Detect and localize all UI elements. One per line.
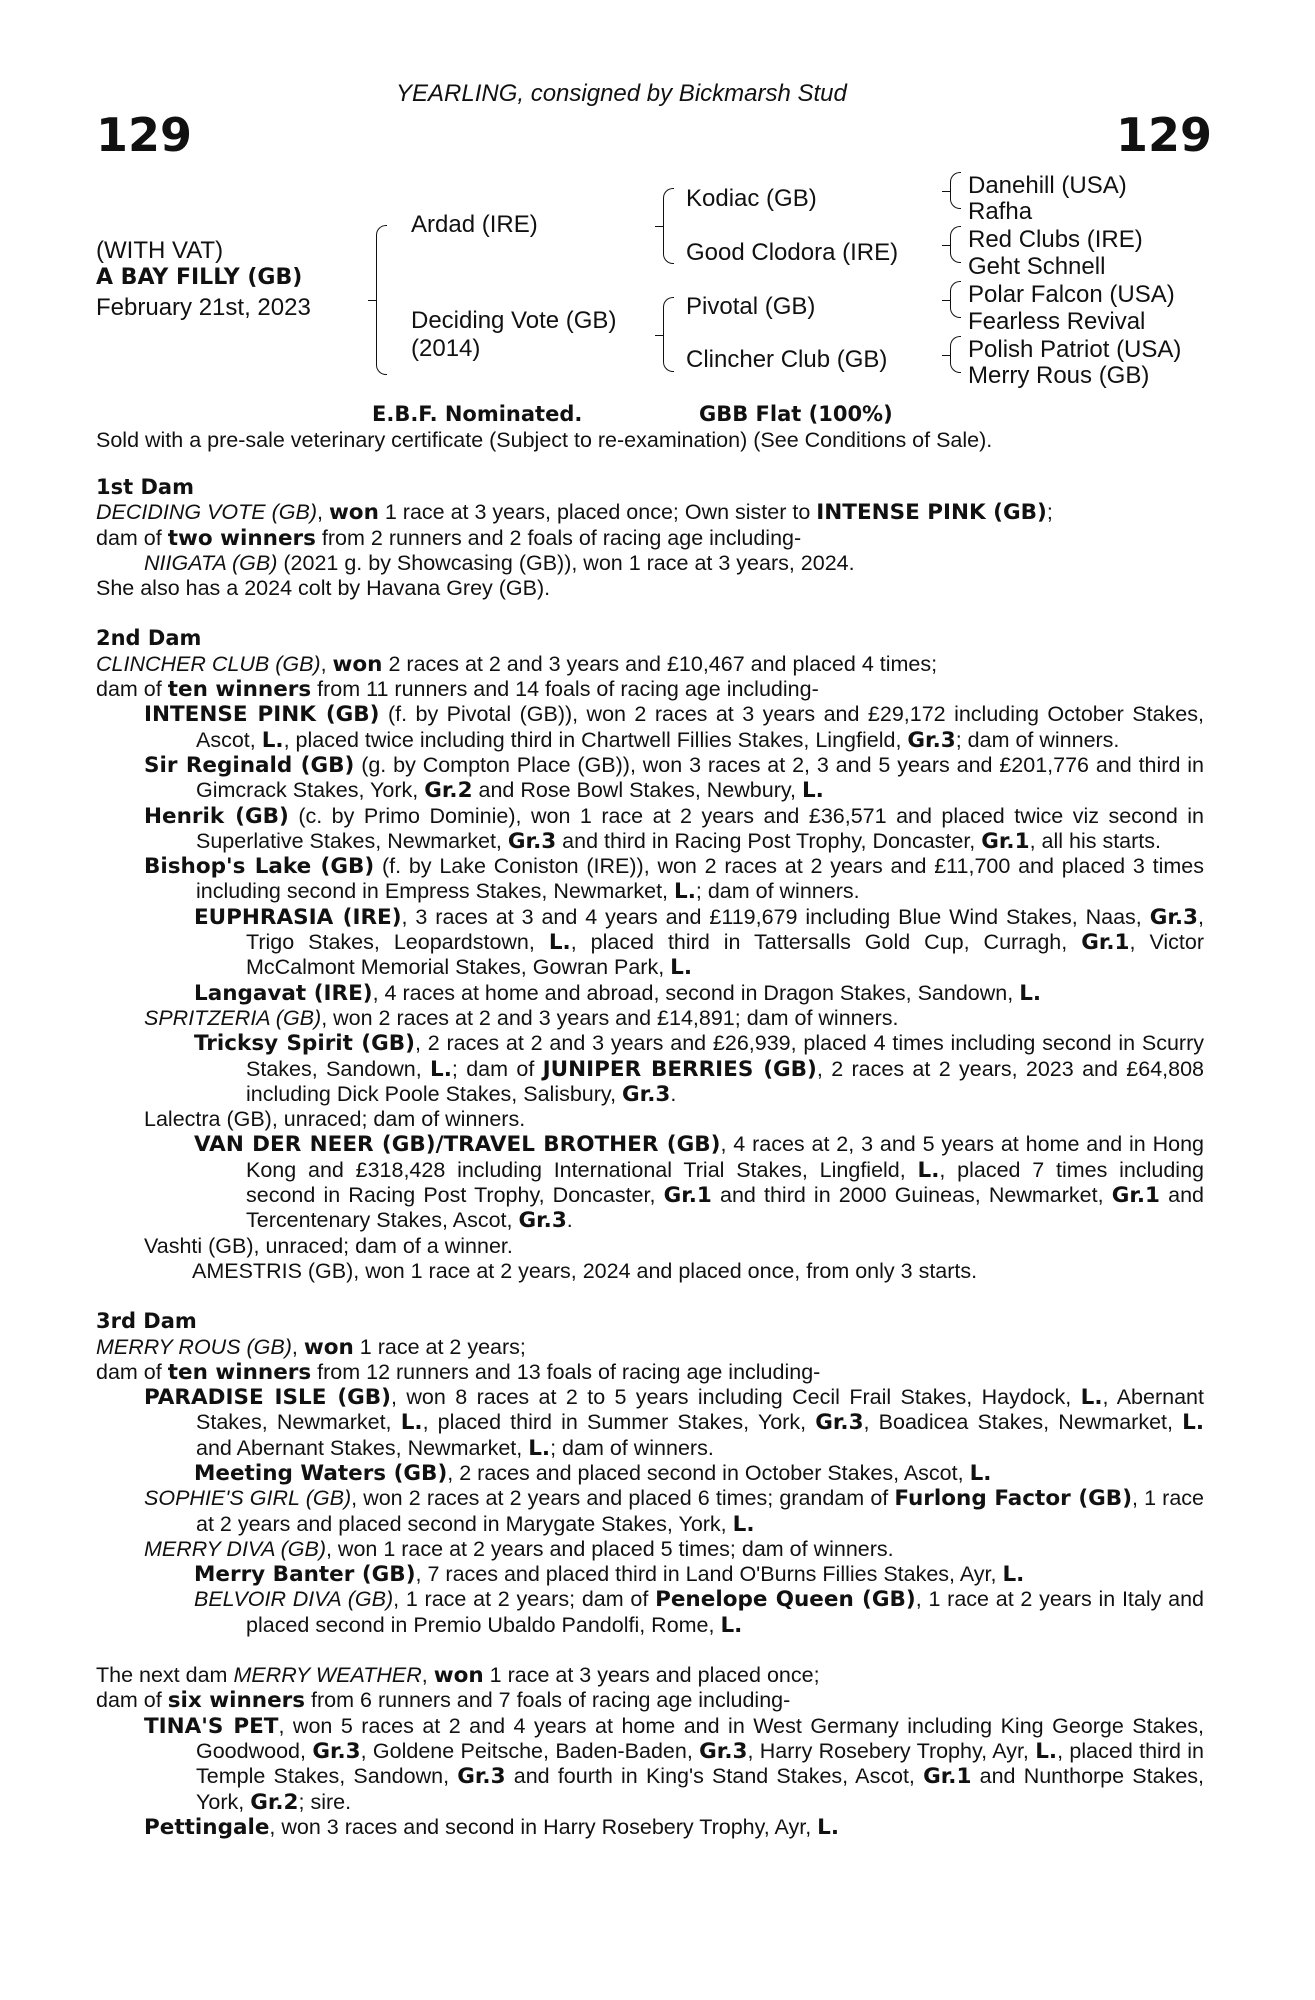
lot-number-left: 129 (96, 108, 193, 162)
horse-name-bold: Penelope Queen (GB) (655, 1587, 916, 1613)
race-grade: L. (528, 1435, 551, 1461)
pedigree-ancestor-2: Rafha (968, 198, 1033, 225)
text-run: , Goldene Peitsche, Baden-Baden, (360, 1738, 700, 1763)
pedigree-dam-sire: Pivotal (GB) (686, 293, 816, 320)
horse-name-bold: Pettingale (144, 1814, 270, 1840)
pedigree-ancestor-3: Red Clubs (IRE) (968, 226, 1143, 253)
text-run: , (421, 1663, 434, 1688)
horse-name-bold: TINA'S PET (144, 1713, 279, 1739)
text-run: 1 race at 3 years and placed once; (483, 1663, 820, 1688)
next-dam-line (96, 1663, 1204, 1688)
pedigree-ancestor-1: Danehill (USA) (968, 172, 1127, 199)
text-run: (f. by Lake Coniston (IRE)), won 2 races at 2 years and £11,700 and placed 3 times including second in Empress Stakes, Newmarket, (196, 854, 1204, 904)
race-grade: L. (732, 1511, 755, 1537)
first-dam-produce-line (96, 526, 1204, 551)
text-run: , 1 race at 2 years; dam of (393, 1587, 656, 1612)
produce-entry (96, 854, 1204, 905)
race-grade: Gr.3 (622, 1081, 671, 1107)
text-run: from 6 runners and 7 foals of racing age including- (305, 1688, 791, 1713)
text-run: , Abernant Stakes, Newmarket, (196, 1385, 1204, 1435)
text-run: and Nunthorpe Stakes, York, (196, 1764, 1205, 1814)
text-run: , 7 races and placed third in Land O'Burns Fillies Stakes, Ayr, (415, 1562, 1003, 1587)
text-run: ; dam of winners. (550, 1435, 714, 1460)
text-run: , (291, 1334, 304, 1359)
dam-name: CLINCHER CLUB (GB) (96, 651, 321, 676)
horse-name: A BAY FILLY (GB) (96, 265, 303, 290)
race-grade: L. (1019, 980, 1042, 1006)
pedigree-brace-g4 (950, 336, 961, 373)
produce-entry (96, 1132, 1204, 1233)
pedigree-brace-sire (663, 188, 674, 264)
produce-entry (96, 1537, 1204, 1562)
produce-entry (96, 981, 1204, 1006)
text-run: and third in Racing Post Trophy, Doncaster, (556, 828, 982, 853)
second-dam-produce-line (96, 677, 1204, 702)
winners-count: two winners (167, 525, 316, 551)
text-run: , 2 races at 2 and 3 years and £26,939, placed 4 times including second in Scurry Stakes, Sandown, (246, 1031, 1204, 1081)
text-run: , won 8 races at 2 to 5 years including Cecil Frail Stakes, Haydock, (391, 1385, 1081, 1410)
pedigree-brace-g2 (950, 226, 961, 263)
text-run: ; dam of (451, 1056, 543, 1081)
dam-name: MERRY ROUS (GB) (96, 1334, 292, 1359)
race-grade: L. (969, 1460, 992, 1486)
pedigree-sire: Ardad (IRE) (411, 211, 538, 238)
horse-name-bold: Tricksy Spirit (GB) (194, 1031, 415, 1057)
text-run: , won 1 race at 2 years and placed 5 times; dam of winners. (325, 1536, 894, 1561)
text-run: , (320, 651, 333, 676)
race-grade: L. (1002, 1562, 1025, 1588)
pedigree-ancestor-8: Merry Rous (GB) (968, 362, 1150, 389)
produce-entry (96, 1486, 1204, 1537)
race-grade: Gr.3 (507, 828, 557, 854)
catalogue-text (96, 475, 1204, 1840)
third-dam-line (96, 1335, 1204, 1360)
pedigree-ancestor-7: Polish Patriot (USA) (968, 336, 1182, 363)
text-run: , placed twice including third in Chartwell Fillies Stakes, Lingfield, (283, 727, 908, 752)
text-run: ; dam of winners. (695, 879, 860, 904)
won-label: won (303, 1334, 354, 1360)
text-run: dam of (96, 1688, 168, 1713)
horse-name-italic: SPRITZERIA (GB) (144, 1005, 322, 1030)
race-grade: L. (670, 955, 693, 981)
produce-entry (96, 551, 1204, 576)
next-dam-produce-line (96, 1688, 1204, 1713)
produce-entry: AMESTRIS (GB), won 1 race at 2 years, 2024 and placed once, from only 3 starts. (192, 1258, 978, 1283)
produce-entry: Lalectra (GB), unraced; dam of winners. (144, 1107, 526, 1132)
produce-entry (96, 1385, 1204, 1461)
won-label: won (433, 1663, 484, 1689)
text-run: dam of (96, 1359, 168, 1384)
text-run: , placed third in Summer Stakes, York, (422, 1410, 816, 1435)
pedigree-ancestor-4: Geht Schnell (968, 253, 1106, 280)
text-run: and Rose Bowl Stakes, Newbury, (472, 778, 802, 803)
horse-name-bold: VAN DER NEER (GB)/TRAVEL BROTHER (GB) (194, 1132, 721, 1158)
text-run: (c. by Primo Dominie), won 1 race at 2 years and £36,571 and placed twice viz second in Superlative Stakes, Newmarket, (196, 803, 1205, 853)
text-run: dam of (96, 677, 168, 702)
race-grade: Gr.3 (518, 1208, 567, 1234)
produce-entry (96, 1006, 1204, 1031)
race-grade: L. (801, 778, 824, 804)
horse-name-bold: Meeting Waters (GB) (194, 1460, 448, 1486)
race-grade: Gr.3 (699, 1738, 748, 1764)
race-grade: L. (1182, 1410, 1204, 1436)
text-run: . (670, 1081, 677, 1106)
text-run: , Boadicea Stakes, Newmarket, (863, 1410, 1183, 1435)
text-run: , Victor McCalmont Memorial Stakes, Gowran Park, (246, 930, 1205, 980)
horse-name-italic: SOPHIE'S GIRL (GB) (144, 1486, 352, 1511)
third-dam-heading: 3rd Dam (96, 1309, 197, 1334)
text-run: , placed third in Temple Stakes, Sandown, (196, 1738, 1204, 1789)
text-run: and fourth in King's Stand Stakes, Ascot, (505, 1764, 924, 1789)
produce-entry (96, 753, 1204, 804)
race-grade: L. (261, 727, 284, 753)
text-run: , placed third in Tattersalls Gold Cup, Curragh, (570, 930, 1082, 955)
race-grade: L. (1080, 1385, 1103, 1411)
dam-name: DECIDING VOTE (GB) (96, 500, 317, 525)
produce-entry (96, 1562, 1204, 1587)
second-dam-line (96, 652, 1204, 677)
race-grade: L. (720, 1612, 743, 1638)
text-run: and third in 2000 Guineas, Newmarket, (711, 1183, 1112, 1208)
produce-entry (96, 1815, 1204, 1840)
text-run: dam of (96, 525, 168, 550)
vet-certificate-note: Sold with a pre-sale veterinary certificate (Subject to re-examination) (See Conditions of Sale). (96, 428, 993, 452)
produce-entry (96, 1461, 1204, 1486)
produce-entry (96, 702, 1204, 753)
foaling-date: February 21st, 2023 (96, 294, 311, 321)
winners-count: ten winners (167, 677, 312, 703)
horse-name-bold: Merry Banter (GB) (194, 1562, 416, 1588)
horse-name-bold: JUNIPER BERRIES (GB) (542, 1056, 817, 1082)
text-run: and Abernant Stakes, Newmarket, (196, 1435, 529, 1460)
race-grade: Gr.1 (663, 1183, 712, 1209)
horse-name-bold: Bishop's Lake (GB) (144, 854, 375, 880)
won-label: won (332, 651, 383, 677)
race-grade: L. (1035, 1738, 1058, 1764)
text-run: from 2 runners and 2 foals of racing age including- (315, 525, 802, 550)
race-grade: Gr.3 (1149, 904, 1199, 930)
race-grade: Gr.3 (312, 1738, 361, 1764)
horse-name-bold: Sir Reginald (GB) (144, 752, 355, 778)
first-dam-heading: 1st Dam (96, 475, 194, 499)
third-dam-produce-line (96, 1360, 1204, 1385)
produce-entry (96, 1031, 1204, 1107)
race-grade: Gr.2 (250, 1789, 299, 1815)
horse-name-bold: Langavat (IRE) (194, 980, 373, 1006)
text-run: The next dam (96, 1663, 234, 1688)
text-run: ; sire. (298, 1789, 352, 1814)
first-dam-line (96, 500, 1204, 525)
text-run: , 4 races at 2, 3 and 5 years at home and in Hong Kong and £318,428 including International Trial Stakes, Lingfield, (246, 1132, 1204, 1182)
text-run: (g. by Compton Place (GB)), won 3 races at 2, 3 and 5 years and £201,776 and third in Gimcrack Stakes, York, (196, 752, 1204, 803)
race-grade: L. (674, 879, 696, 905)
produce-entry (96, 1714, 1204, 1815)
text-run: , (316, 500, 329, 525)
pedigree-brace-main (376, 225, 387, 375)
winners-count: six winners (167, 1688, 306, 1714)
produce-entry (96, 804, 1204, 855)
winners-count: ten winners (167, 1359, 312, 1385)
horse-name-bold: PARADISE ISLE (GB) (144, 1385, 392, 1411)
text-run: , Harry Rosebery Trophy, Ayr, (747, 1738, 1036, 1763)
horse-name-bold: EUPHRASIA (IRE) (194, 904, 402, 930)
pedigree-sire-dam: Good Clodora (IRE) (686, 239, 899, 266)
ebf-nomination: E.B.F. Nominated. (372, 402, 583, 426)
text-run: ; (1046, 500, 1053, 525)
text-run: . (566, 1208, 573, 1233)
produce-entry: Vashti (GB), unraced; dam of a winner. (144, 1233, 513, 1258)
text-run: from 11 runners and 14 foals of racing age including- (311, 677, 819, 702)
pedigree-dam-year: (2014) (411, 335, 481, 362)
text-run: , Trigo Stakes, Leopardstown, (246, 904, 1204, 955)
race-grade: Gr.1 (923, 1764, 972, 1790)
pedigree-brace-g1 (950, 172, 961, 209)
produce-entry (96, 1587, 1204, 1638)
text-run: , 4 races at home and abroad, second in Dragon Stakes, Sandown, (372, 980, 1020, 1005)
text-run: , won 2 races at 2 and 3 years and £14,891; dam of winners. (321, 1005, 899, 1030)
text-run: and Tercentenary Stakes, Ascot, (246, 1183, 1204, 1233)
text-run: , won 5 races at 2 and 4 years at home and in West Germany including King George Stakes, Goodwood, (196, 1713, 1204, 1763)
text-run: (f. by Pivotal (GB)), won 2 races at 3 years and £29,172 including October Stakes, Ascot, (196, 702, 1204, 752)
text-run: , 2 races at 2 years, 2023 and £64,808 including Dick Poole Stakes, Salisbury, (246, 1056, 1205, 1106)
produce-entry (96, 905, 1204, 981)
pedigree-brace-g3 (950, 281, 961, 318)
text-run: from 12 runners and 13 foals of racing age including- (311, 1359, 821, 1384)
horse-name-bold: INTENSE PINK (GB) (816, 500, 1047, 526)
race-grade: L. (917, 1157, 940, 1183)
race-grade: L. (817, 1814, 840, 1840)
race-grade: L. (400, 1410, 423, 1436)
pedigree-ancestor-6: Fearless Revival (968, 308, 1146, 335)
text-run: 1 race at 3 years, placed once; Own sister to (378, 500, 817, 525)
horse-name-italic: MERRY DIVA (GB) (144, 1536, 326, 1561)
text-run: , 1 race at 2 years in Italy and placed second in Premio Ubaldo Pandolfi, Rome, (246, 1587, 1205, 1637)
pedigree-dam: Deciding Vote (GB) (411, 307, 617, 334)
text-run: , all his starts. (1029, 828, 1161, 853)
pedigree-sire-sire: Kodiac (GB) (686, 185, 817, 212)
race-grade: Gr.3 (815, 1410, 864, 1436)
race-grade: Gr.2 (424, 778, 473, 804)
text-run: ; dam of winners. (955, 727, 1120, 752)
race-grade: L. (548, 930, 571, 956)
pedigree-dam-dam: Clincher Club (GB) (686, 346, 888, 373)
text-run: , 3 races at 3 and 4 years and £119,679 including Blue Wind Stakes, Naas, (401, 904, 1150, 929)
pedigree-brace-dam (663, 297, 674, 372)
text-run: , 1 race at 2 years and placed second in Marygate Stakes, York, (196, 1486, 1205, 1536)
consignment-header: YEARLING, consigned by Bickmarsh Stud (396, 80, 847, 107)
vat-label: (WITH VAT) (96, 237, 224, 264)
gbb-flat: GBB Flat (100%) (699, 402, 893, 426)
text-run: 2 races at 2 and 3 years and £10,467 and placed 4 times; (382, 651, 938, 676)
produce-note: She also has a 2024 colt by Havana Grey (GB). (96, 576, 551, 601)
text-run: , won 2 races at 2 years and placed 6 times; grandam of (351, 1486, 895, 1511)
horse-name-bold: INTENSE PINK (GB) (144, 702, 380, 728)
horse-name-bold: Furlong Factor (GB) (894, 1486, 1133, 1512)
text-run: , 2 races and placed second in October Stakes, Ascot, (447, 1460, 970, 1485)
text-run: (2021 g. by Showcasing (GB)), won 1 race at 3 years, 2024. (277, 550, 855, 575)
text-run: , won 3 races and second in Harry Rosebery Trophy, Ayr, (269, 1814, 818, 1839)
race-grade: Gr.1 (1111, 1183, 1160, 1209)
pedigree-ancestor-5: Polar Falcon (USA) (968, 281, 1175, 308)
text-run: , placed 7 times including second in Racing Post Trophy, Doncaster, (246, 1157, 1204, 1208)
race-grade: Gr.3 (457, 1764, 506, 1790)
race-grade: Gr.1 (1081, 930, 1130, 956)
won-label: won (328, 500, 379, 526)
lot-number-right: 129 (1116, 108, 1213, 162)
horse-name-italic: BELVOIR DIVA (GB) (194, 1587, 394, 1612)
text-run: 1 race at 2 years; (353, 1334, 526, 1359)
horse-name-italic: NIIGATA (GB) (144, 550, 278, 575)
race-grade: Gr.1 (981, 828, 1030, 854)
race-grade: L. (430, 1056, 452, 1082)
dam-name: MERRY WEATHER (233, 1663, 422, 1688)
race-grade: Gr.3 (907, 727, 956, 753)
second-dam-heading: 2nd Dam (96, 626, 202, 651)
horse-name-bold: Henrik (GB) (144, 803, 289, 829)
